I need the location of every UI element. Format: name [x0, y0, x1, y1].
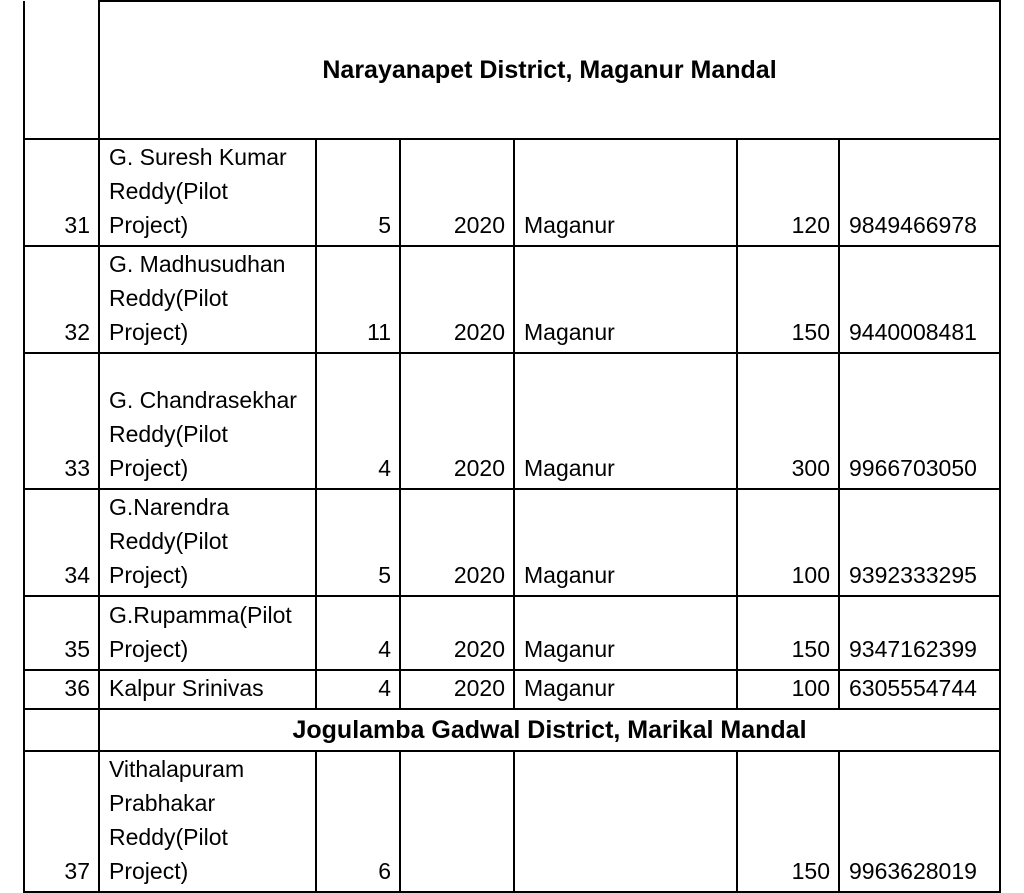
count-cell: 150	[737, 246, 839, 353]
phone-cell: 9440008481	[839, 246, 1000, 353]
phone-cell: 9963628019	[839, 751, 1000, 892]
table-row	[24, 353, 1000, 489]
year-cell	[400, 751, 514, 892]
table-row	[24, 139, 1000, 246]
acres-cell: 6	[316, 751, 400, 892]
phone-cell: 9392333295	[839, 489, 1000, 596]
table-row	[24, 751, 1000, 892]
table-row	[24, 489, 1000, 596]
acres-cell: 11	[316, 246, 400, 353]
sno-cell: 35	[24, 596, 99, 670]
count-cell: 100	[737, 489, 839, 596]
sno-cell-empty	[24, 1, 99, 139]
name-cell: G. Chandrasekhar Reddy(Pilot Project)	[99, 353, 316, 489]
phone-cell: 9966703050	[839, 353, 1000, 489]
table-row	[24, 246, 1000, 353]
sno-cell: 34	[24, 489, 99, 596]
section-heading-row	[24, 709, 1000, 751]
sno-cell: 37	[24, 751, 99, 892]
name-cell: G.Narendra Reddy(Pilot Project)	[99, 489, 316, 596]
acres-cell: 5	[316, 489, 400, 596]
village-cell: Maganur	[514, 353, 737, 489]
village-cell: Maganur	[514, 246, 737, 353]
year-cell: 2020	[400, 670, 514, 709]
village-cell: Maganur	[514, 489, 737, 596]
year-cell: 2020	[400, 246, 514, 353]
acres-cell: 4	[316, 670, 400, 709]
sno-cell: 36	[24, 670, 99, 709]
village-cell: Maganur	[514, 596, 737, 670]
village-cell: Maganur	[514, 139, 737, 246]
phone-cell: 9849466978	[839, 139, 1000, 246]
sno-cell: 33	[24, 353, 99, 489]
phone-cell: 9347162399	[839, 596, 1000, 670]
name-cell: G. Suresh Kumar Reddy(Pilot Project)	[99, 139, 316, 246]
table-row	[24, 670, 1000, 709]
section-heading: Narayanapet District, Maganur Mandal	[99, 1, 1000, 139]
sno-cell: 31	[24, 139, 99, 246]
village-cell: Maganur	[514, 670, 737, 709]
year-cell: 2020	[400, 139, 514, 246]
count-cell: 300	[737, 353, 839, 489]
sno-cell: 32	[24, 246, 99, 353]
name-cell: Vithalapuram Prabhakar Reddy(Pilot Project)	[99, 751, 316, 892]
count-cell: 100	[737, 670, 839, 709]
phone-cell: 6305554744	[839, 670, 1000, 709]
year-cell: 2020	[400, 353, 514, 489]
count-cell: 150	[737, 751, 839, 892]
name-cell: G. Madhusudhan Reddy(Pilot Project)	[99, 246, 316, 353]
count-cell: 150	[737, 596, 839, 670]
farmers-table	[23, 0, 1001, 893]
count-cell: 120	[737, 139, 839, 246]
sno-cell-empty	[24, 709, 99, 751]
village-cell	[514, 751, 737, 892]
acres-cell: 5	[316, 139, 400, 246]
name-cell: G.Rupamma(Pilot Project)	[99, 596, 316, 670]
section-heading: Jogulamba Gadwal District, Marikal Mandal	[99, 709, 1000, 751]
year-cell: 2020	[400, 596, 514, 670]
name-cell: Kalpur Srinivas	[99, 670, 316, 709]
year-cell: 2020	[400, 489, 514, 596]
section-heading-row	[24, 1, 1000, 139]
acres-cell: 4	[316, 596, 400, 670]
table-row	[24, 596, 1000, 670]
acres-cell: 4	[316, 353, 400, 489]
